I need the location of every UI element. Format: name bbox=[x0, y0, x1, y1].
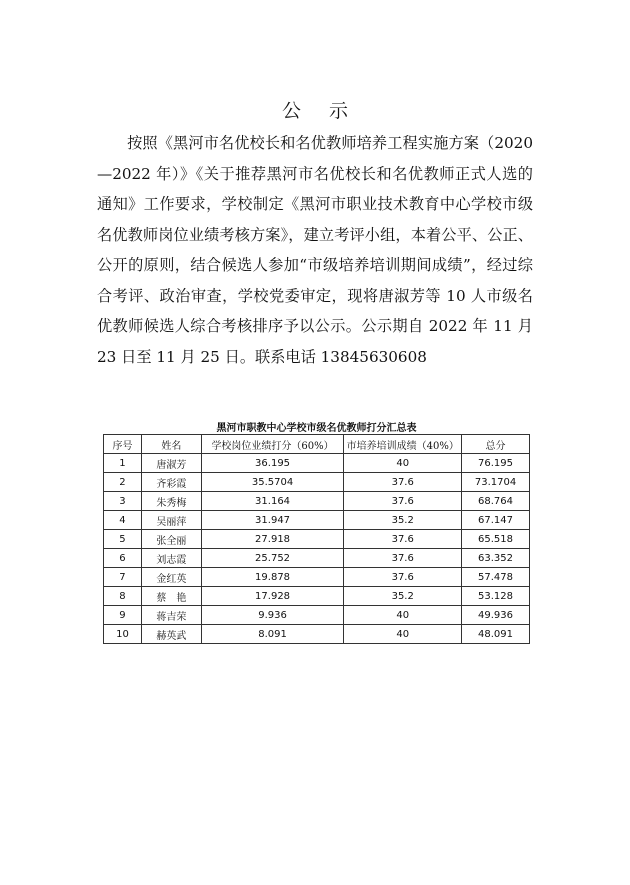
cell-school-score: 9.936 bbox=[201, 606, 344, 625]
cell-rank: 3 bbox=[104, 492, 142, 511]
cell-name: 吴丽萍 bbox=[141, 511, 201, 530]
cell-rank: 9 bbox=[104, 606, 142, 625]
notice-paragraph bbox=[97, 128, 533, 372]
cell-rank: 6 bbox=[104, 549, 142, 568]
table-row bbox=[104, 511, 530, 530]
cell-school-score: 35.5704 bbox=[201, 473, 344, 492]
cell-total: 53.128 bbox=[462, 587, 530, 606]
cell-total: 49.936 bbox=[462, 606, 530, 625]
cell-name: 蒋吉荣 bbox=[141, 606, 201, 625]
header-training-score: 市培养培训成绩（40%） bbox=[344, 435, 462, 454]
header-school-score: 学校岗位业绩打分（60%） bbox=[201, 435, 344, 454]
cell-total: 68.764 bbox=[462, 492, 530, 511]
header-total: 总分 bbox=[462, 435, 530, 454]
cell-total: 76.195 bbox=[462, 454, 530, 473]
cell-total: 63.352 bbox=[462, 549, 530, 568]
notice-paragraph-text: 按照《黑河市名优校长和名优教师培养工程实施方案（2020—2022 年）》《关于推荐黑河市名优校长和名优教师正式人选的通知》工作要求，学校制定《黑河市职业技术教育中心学校市级名优教师岗位业绩考核方案》，建立考评小组，本着公平、公正、公开的原则，结合候选人参加“市级培养培训期间成绩”，经过综合考评、政治审查，学校党委审定，现将唐淑芳等 10 人市级名优教师候选人综合考核排序予以公示。公示期自 2022 年 11 月 23 日至 11 月 25 日。联系电话 13845630608 bbox=[97, 134, 533, 366]
table-row bbox=[104, 568, 530, 587]
cell-rank: 10 bbox=[104, 625, 142, 644]
table-row bbox=[104, 492, 530, 511]
cell-rank: 8 bbox=[104, 587, 142, 606]
cell-training-score: 37.6 bbox=[344, 530, 462, 549]
cell-training-score: 37.6 bbox=[344, 568, 462, 587]
table-row bbox=[104, 625, 530, 644]
cell-total: 57.478 bbox=[462, 568, 530, 587]
cell-training-score: 35.2 bbox=[344, 587, 462, 606]
cell-school-score: 31.947 bbox=[201, 511, 344, 530]
cell-rank: 4 bbox=[104, 511, 142, 530]
cell-training-score: 37.6 bbox=[344, 549, 462, 568]
cell-rank: 7 bbox=[104, 568, 142, 587]
cell-school-score: 19.878 bbox=[201, 568, 344, 587]
cell-name: 赫英武 bbox=[141, 625, 201, 644]
table-row bbox=[104, 587, 530, 606]
cell-school-score: 31.164 bbox=[201, 492, 344, 511]
cell-rank: 5 bbox=[104, 530, 142, 549]
table-row bbox=[104, 473, 530, 492]
cell-school-score: 8.091 bbox=[201, 625, 344, 644]
cell-name: 朱秀梅 bbox=[141, 492, 201, 511]
cell-total: 48.091 bbox=[462, 625, 530, 644]
header-rank: 序号 bbox=[104, 435, 142, 454]
notice-title: 公示 bbox=[281, 100, 376, 122]
table-row bbox=[104, 530, 530, 549]
table-row bbox=[104, 454, 530, 473]
cell-school-score: 27.918 bbox=[201, 530, 344, 549]
cell-school-score: 36.195 bbox=[201, 454, 344, 473]
cell-training-score: 35.2 bbox=[344, 511, 462, 530]
cell-name: 唐淑芳 bbox=[141, 454, 201, 473]
cell-name: 刘志霞 bbox=[141, 549, 201, 568]
cell-name: 张全丽 bbox=[141, 530, 201, 549]
cell-name: 金红英 bbox=[141, 568, 201, 587]
cell-school-score: 17.928 bbox=[201, 587, 344, 606]
cell-training-score: 37.6 bbox=[344, 492, 462, 511]
table-row bbox=[104, 606, 530, 625]
table-row bbox=[104, 549, 530, 568]
cell-school-score: 25.752 bbox=[201, 549, 344, 568]
header-name: 姓名 bbox=[141, 435, 201, 454]
table-body bbox=[104, 454, 530, 644]
cell-total: 67.147 bbox=[462, 511, 530, 530]
cell-training-score: 37.6 bbox=[344, 473, 462, 492]
cell-total: 65.518 bbox=[462, 530, 530, 549]
cell-name: 蔡 艳 bbox=[141, 587, 201, 606]
cell-training-score: 40 bbox=[344, 454, 462, 473]
table-header-row bbox=[104, 435, 530, 454]
cell-training-score: 40 bbox=[344, 625, 462, 644]
cell-total: 73.1704 bbox=[462, 473, 530, 492]
cell-rank: 1 bbox=[104, 454, 142, 473]
score-summary-table bbox=[103, 434, 530, 644]
cell-name: 齐彩霞 bbox=[141, 473, 201, 492]
cell-training-score: 40 bbox=[344, 606, 462, 625]
cell-rank: 2 bbox=[104, 473, 142, 492]
table-title: 黑河市职教中心学校市级名优教师打分汇总表 bbox=[216, 423, 417, 434]
